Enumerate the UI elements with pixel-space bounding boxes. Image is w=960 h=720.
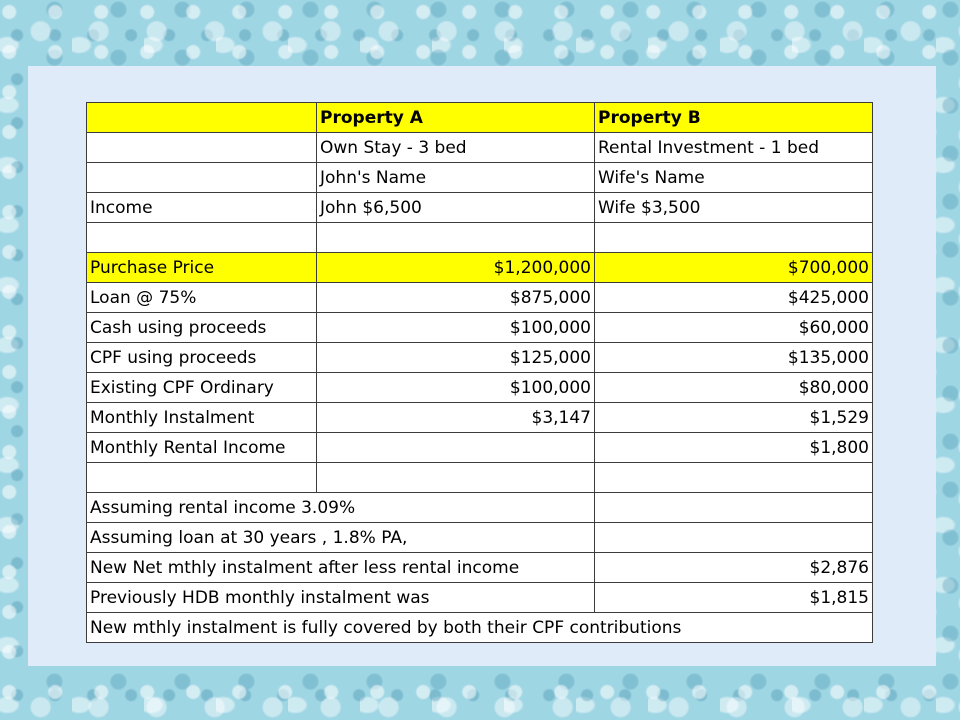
- property-b-type: Rental Investment - 1 bed: [595, 133, 873, 163]
- income-b: Wife $3,500: [595, 193, 873, 223]
- value-b: $1,529: [595, 403, 873, 433]
- value-a: $100,000: [317, 313, 595, 343]
- conclusion-text: New mthly instalment is fully covered by both their CPF contributions: [87, 613, 873, 643]
- income-label: Income: [87, 193, 317, 223]
- property-b-header: Property B: [595, 103, 873, 133]
- blank-cell: [317, 223, 595, 253]
- value-a: [317, 433, 595, 463]
- row-label: Loan @ 75%: [87, 283, 317, 313]
- value-b: $80,000: [595, 373, 873, 403]
- row-label: CPF using proceeds: [87, 343, 317, 373]
- owner-name-row: [87, 163, 873, 193]
- purchase-price-row: [87, 253, 873, 283]
- blank-cell: [595, 223, 873, 253]
- income-row: [87, 193, 873, 223]
- spacer-row: [87, 223, 873, 253]
- value-a: $875,000: [317, 283, 595, 313]
- blank-cell: [317, 463, 595, 493]
- property-a-type: Own Stay - 3 bed: [317, 133, 595, 163]
- existing-cpf-row: [87, 373, 873, 403]
- row-label: Monthly Rental Income: [87, 433, 317, 463]
- monthly-instalment-row: [87, 403, 873, 433]
- value-a: $100,000: [317, 373, 595, 403]
- blank-cell: [595, 463, 873, 493]
- net-instalment-row: [87, 553, 873, 583]
- row-label: Monthly Instalment: [87, 403, 317, 433]
- blank-cell: [87, 163, 317, 193]
- value-b: $1,800: [595, 433, 873, 463]
- property-a-owner: John's Name: [317, 163, 595, 193]
- header-blank-cell: [87, 103, 317, 133]
- cash-proceeds-row: [87, 313, 873, 343]
- blank-cell: [595, 493, 873, 523]
- value-a: $1,200,000: [317, 253, 595, 283]
- loan-row: [87, 283, 873, 313]
- hdb-instalment-row: [87, 583, 873, 613]
- row-label: Cash using proceeds: [87, 313, 317, 343]
- header-row: [87, 103, 873, 133]
- value-a: $3,147: [317, 403, 595, 433]
- value-a: $125,000: [317, 343, 595, 373]
- row-label: Purchase Price: [87, 253, 317, 283]
- conclusion-row: [87, 613, 873, 643]
- net-instalment-value: $2,876: [595, 553, 873, 583]
- rental-assumption-row: [87, 493, 873, 523]
- blank-cell: [595, 523, 873, 553]
- blank-cell: [87, 463, 317, 493]
- income-a: John $6,500: [317, 193, 595, 223]
- rental-assumption-text: Assuming rental income 3.09%: [87, 493, 595, 523]
- property-type-row: [87, 133, 873, 163]
- property-a-header: Property A: [317, 103, 595, 133]
- loan-assumption-text: Assuming loan at 30 years , 1.8% PA,: [87, 523, 595, 553]
- blank-cell: [87, 133, 317, 163]
- value-b: $425,000: [595, 283, 873, 313]
- value-b: $135,000: [595, 343, 873, 373]
- loan-assumption-row: [87, 523, 873, 553]
- row-label: Existing CPF Ordinary: [87, 373, 317, 403]
- cpf-proceeds-row: [87, 343, 873, 373]
- hdb-instalment-label: Previously HDB monthly instalment was: [87, 583, 595, 613]
- hdb-instalment-value: $1,815: [595, 583, 873, 613]
- spacer-row: [87, 463, 873, 493]
- value-b: $60,000: [595, 313, 873, 343]
- property-comparison-table: [86, 102, 873, 643]
- net-instalment-label: New Net mthly instalment after less rental income: [87, 553, 595, 583]
- blank-cell: [87, 223, 317, 253]
- value-b: $700,000: [595, 253, 873, 283]
- property-b-owner: Wife's Name: [595, 163, 873, 193]
- monthly-rental-row: [87, 433, 873, 463]
